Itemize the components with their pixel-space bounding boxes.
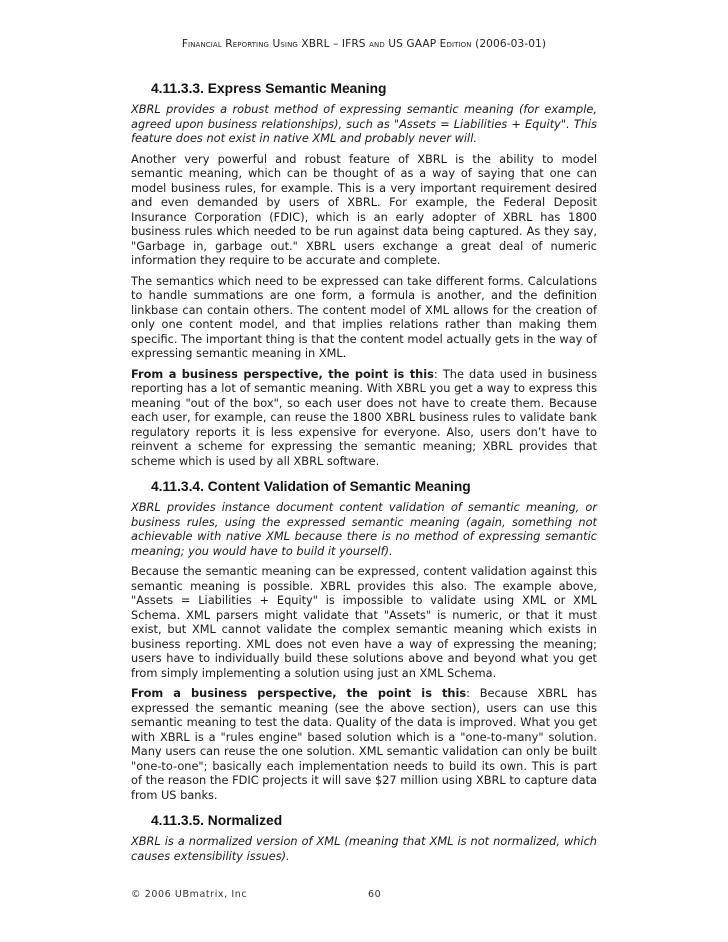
paragraph: XBRL is a normalized version of XML (meaning that XML is not normalized, which causes extensibility issues).: [131, 834, 597, 863]
document-body: [131, 80, 597, 873]
section-express-semantic-meaning: [131, 80, 597, 468]
header-title: Financial Reporting Using XBRL – IFRS and US GAAP Edition (2006-03-01): [181, 38, 547, 50]
paragraph-text: : Because XBRL has expressed the semantic meaning (see the above section), users can use this semantic meaning to test the data. Quality of the data is improved. What you get with XBRL is a "rules engine" based solution which is a "one-to-many" solution. Many users can reuse the one solution. XML semantic validation can only be built "one-to-one"; basically each implementation needs to build its own. This is part of the reason the FDIC projects it will save $27 million using XBRL to capture data from US banks.: [131, 686, 597, 802]
section-content-validation: [131, 478, 597, 802]
paragraph: Another very powerful and robust feature of XBRL is the ability to model semantic meaning, which can be thought of as a way of saying that one can model business rules, for example. This is a very important requirement desired and even demanded by users of XBRL. For example, the Federal Deposit Insurance Corporation (FDIC), which is an early adopter of XBRL has 1800 business rules which needed to be run against data being captured. As they say, "Garbage in, garbage out." XBRL users exchange a great deal of numeric information they require to be accurate and complete.: [131, 151, 597, 267]
section-normalized: [131, 812, 597, 863]
section-heading: 4.11.3.3. Express Semantic Meaning: [151, 81, 387, 96]
paragraph: XBRL provides instance document content validation of semantic meaning, or business rules, using the expressed semantic meaning (again, something not achievable with native XML because there is no method of expressing semantic meaning; you would have to build it yourself).: [131, 500, 597, 558]
paragraph: [131, 686, 597, 802]
bold-lead: From a business perspective, the point is this: [131, 366, 434, 381]
section-heading: 4.11.3.4. Content Validation of Semantic Meaning: [151, 479, 471, 494]
page-number: 60: [368, 889, 382, 900]
section-heading: 4.11.3.5. Normalized: [151, 813, 283, 828]
footer-copyright: © 2006 UBmatrix, Inc: [131, 889, 248, 900]
paragraph: The semantics which need to be expressed can take different forms. Calculations to handle summations are one form, a formula is another, and the definition linkbase can contain others. The content model of XML allows for the creation of only one content model, and that implies relations rather than making them specific. The important thing is that the content model actually gets in the way of expressing semantic meaning in XML.: [131, 273, 597, 360]
bold-lead: From a business perspective, the point is this: [131, 686, 467, 700]
paragraph: XBRL provides a robust method of expressing semantic meaning (for example, agreed upon business relationships), such as "Assets = Liabilities + Equity". This feature does not exist in native XML and probably never will.: [131, 102, 597, 145]
paragraph: Because the semantic meaning can be expressed, content validation against this semantic meaning is possible. XBRL provides this also. The example above, "Assets = Liabilities + Equity" is impossible to validate using XML or XML Schema. XML parsers might validate that "Assets" is numeric, or that it must exist, but XML cannot validate the complex semantic meaning which exists in business reporting. XML does not even have a way of expressing the meaning; users have to individually build these solutions above and beyond what you get from simply implementing a solution using just an XML Schema.: [131, 564, 597, 680]
paragraph-text: : The data used in business reporting has a lot of semantic meaning. With XBRL you get a way to express this meaning "out of the box", so each user does not have to create them. Because each user, for example, can reuse the 1800 XBRL business rules to validate bank regulatory reports it is less expensive for everyone. Also, users don’t have to reinvent a scheme for expressing the semantic meaning; XBRL provides that scheme which is used by all XBRL software.: [131, 366, 597, 468]
page-header: [0, 38, 728, 50]
paragraph: [131, 367, 597, 469]
